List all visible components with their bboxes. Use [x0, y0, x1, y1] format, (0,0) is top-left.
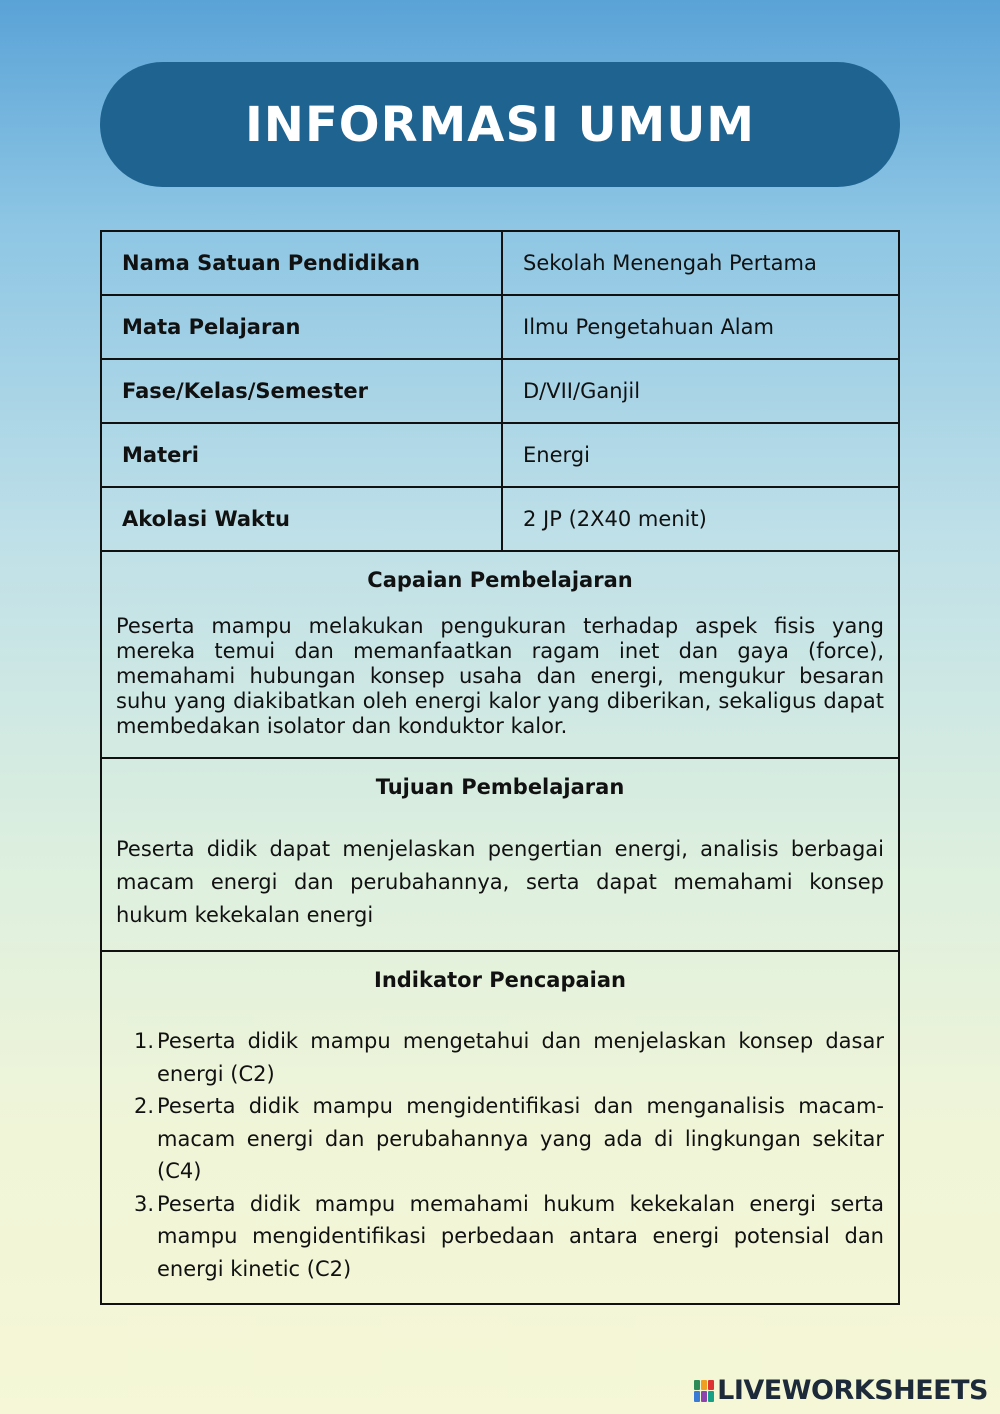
- list-item-text: Peserta didik mampu memahami hukum kekekalan energi serta mampu mengidentifikasi perbedaan antara energi potensial dan energi kinetic (C2): [157, 1191, 884, 1281]
- row-value: Sekolah Menengah Pertama: [502, 231, 899, 295]
- row-label: Akolasi Waktu: [101, 487, 502, 551]
- capaian-heading: Capaian Pembelajaran: [367, 568, 633, 592]
- liveworksheets-logo-icon: [694, 1380, 714, 1402]
- list-item: [134, 1025, 884, 1090]
- tujuan-heading: Tujuan Pembelajaran: [375, 775, 625, 799]
- row-label: Nama Satuan Pendidikan: [101, 231, 502, 295]
- row-label: Mata Pelajaran: [101, 295, 502, 359]
- indikator-cell: [101, 951, 899, 1304]
- list-item-text: Peserta didik mampu mengetahui dan menjelaskan konsep dasar energi (C2): [157, 1029, 884, 1086]
- list-item-number: 3.: [134, 1191, 155, 1216]
- list-item-text: Peserta didik mampu mengidentifikasi dan menganalisis macam-macam energi dan perubahannya yang ada di lingkungan sekitar (C4): [157, 1094, 884, 1183]
- list-item: [134, 1090, 884, 1188]
- indikator-list: [116, 1025, 884, 1285]
- indikator-heading: Indikator Pencapaian: [374, 968, 626, 992]
- row-value: Ilmu Pengetahuan Alam: [502, 295, 899, 359]
- row-value: D/VII/Ganjil: [502, 359, 899, 423]
- table-row: [101, 231, 899, 295]
- table-row: [101, 487, 899, 551]
- tujuan-cell: [101, 758, 899, 951]
- liveworksheets-brand[interactable]: [694, 1375, 988, 1406]
- row-value: Energi: [502, 423, 899, 487]
- capaian-text: Peserta mampu melakukan pengukuran terhadap aspek fisis yang mereka temui dan memanfaatkan ragam inet dan gaya (force), memahami hubungan konsep usaha dan energi, mengukur besaran suhu yang diakibatkan oleh energi kalor yang diberikan, sekaligus dapat membedakan isolator dan konduktor kalor.: [116, 614, 884, 738]
- info-table: [100, 230, 900, 1305]
- list-item-number: 1.: [134, 1029, 155, 1053]
- page-title-banner: [100, 62, 900, 187]
- capaian-section: [101, 551, 899, 758]
- list-item: [134, 1188, 884, 1286]
- tujuan-text: Peserta didik dapat menjelaskan pengertian energi, analisis berbagai macam energi dan perubahannya, serta dapat memahami konsep hukum kekekalan energi: [116, 837, 884, 927]
- indikator-section: [101, 951, 899, 1304]
- row-label: Materi: [101, 423, 502, 487]
- table-row: [101, 359, 899, 423]
- row-label: Fase/Kelas/Semester: [101, 359, 502, 423]
- brand-text: LIVEWORKSHEETS: [717, 1375, 988, 1406]
- table-row: [101, 423, 899, 487]
- list-item-number: 2.: [134, 1094, 155, 1118]
- tujuan-section: [101, 758, 899, 951]
- page-title: INFORMASI UMUM: [244, 96, 756, 153]
- table-row: [101, 295, 899, 359]
- row-value: 2 JP (2X40 menit): [502, 487, 899, 551]
- capaian-cell: [101, 551, 899, 758]
